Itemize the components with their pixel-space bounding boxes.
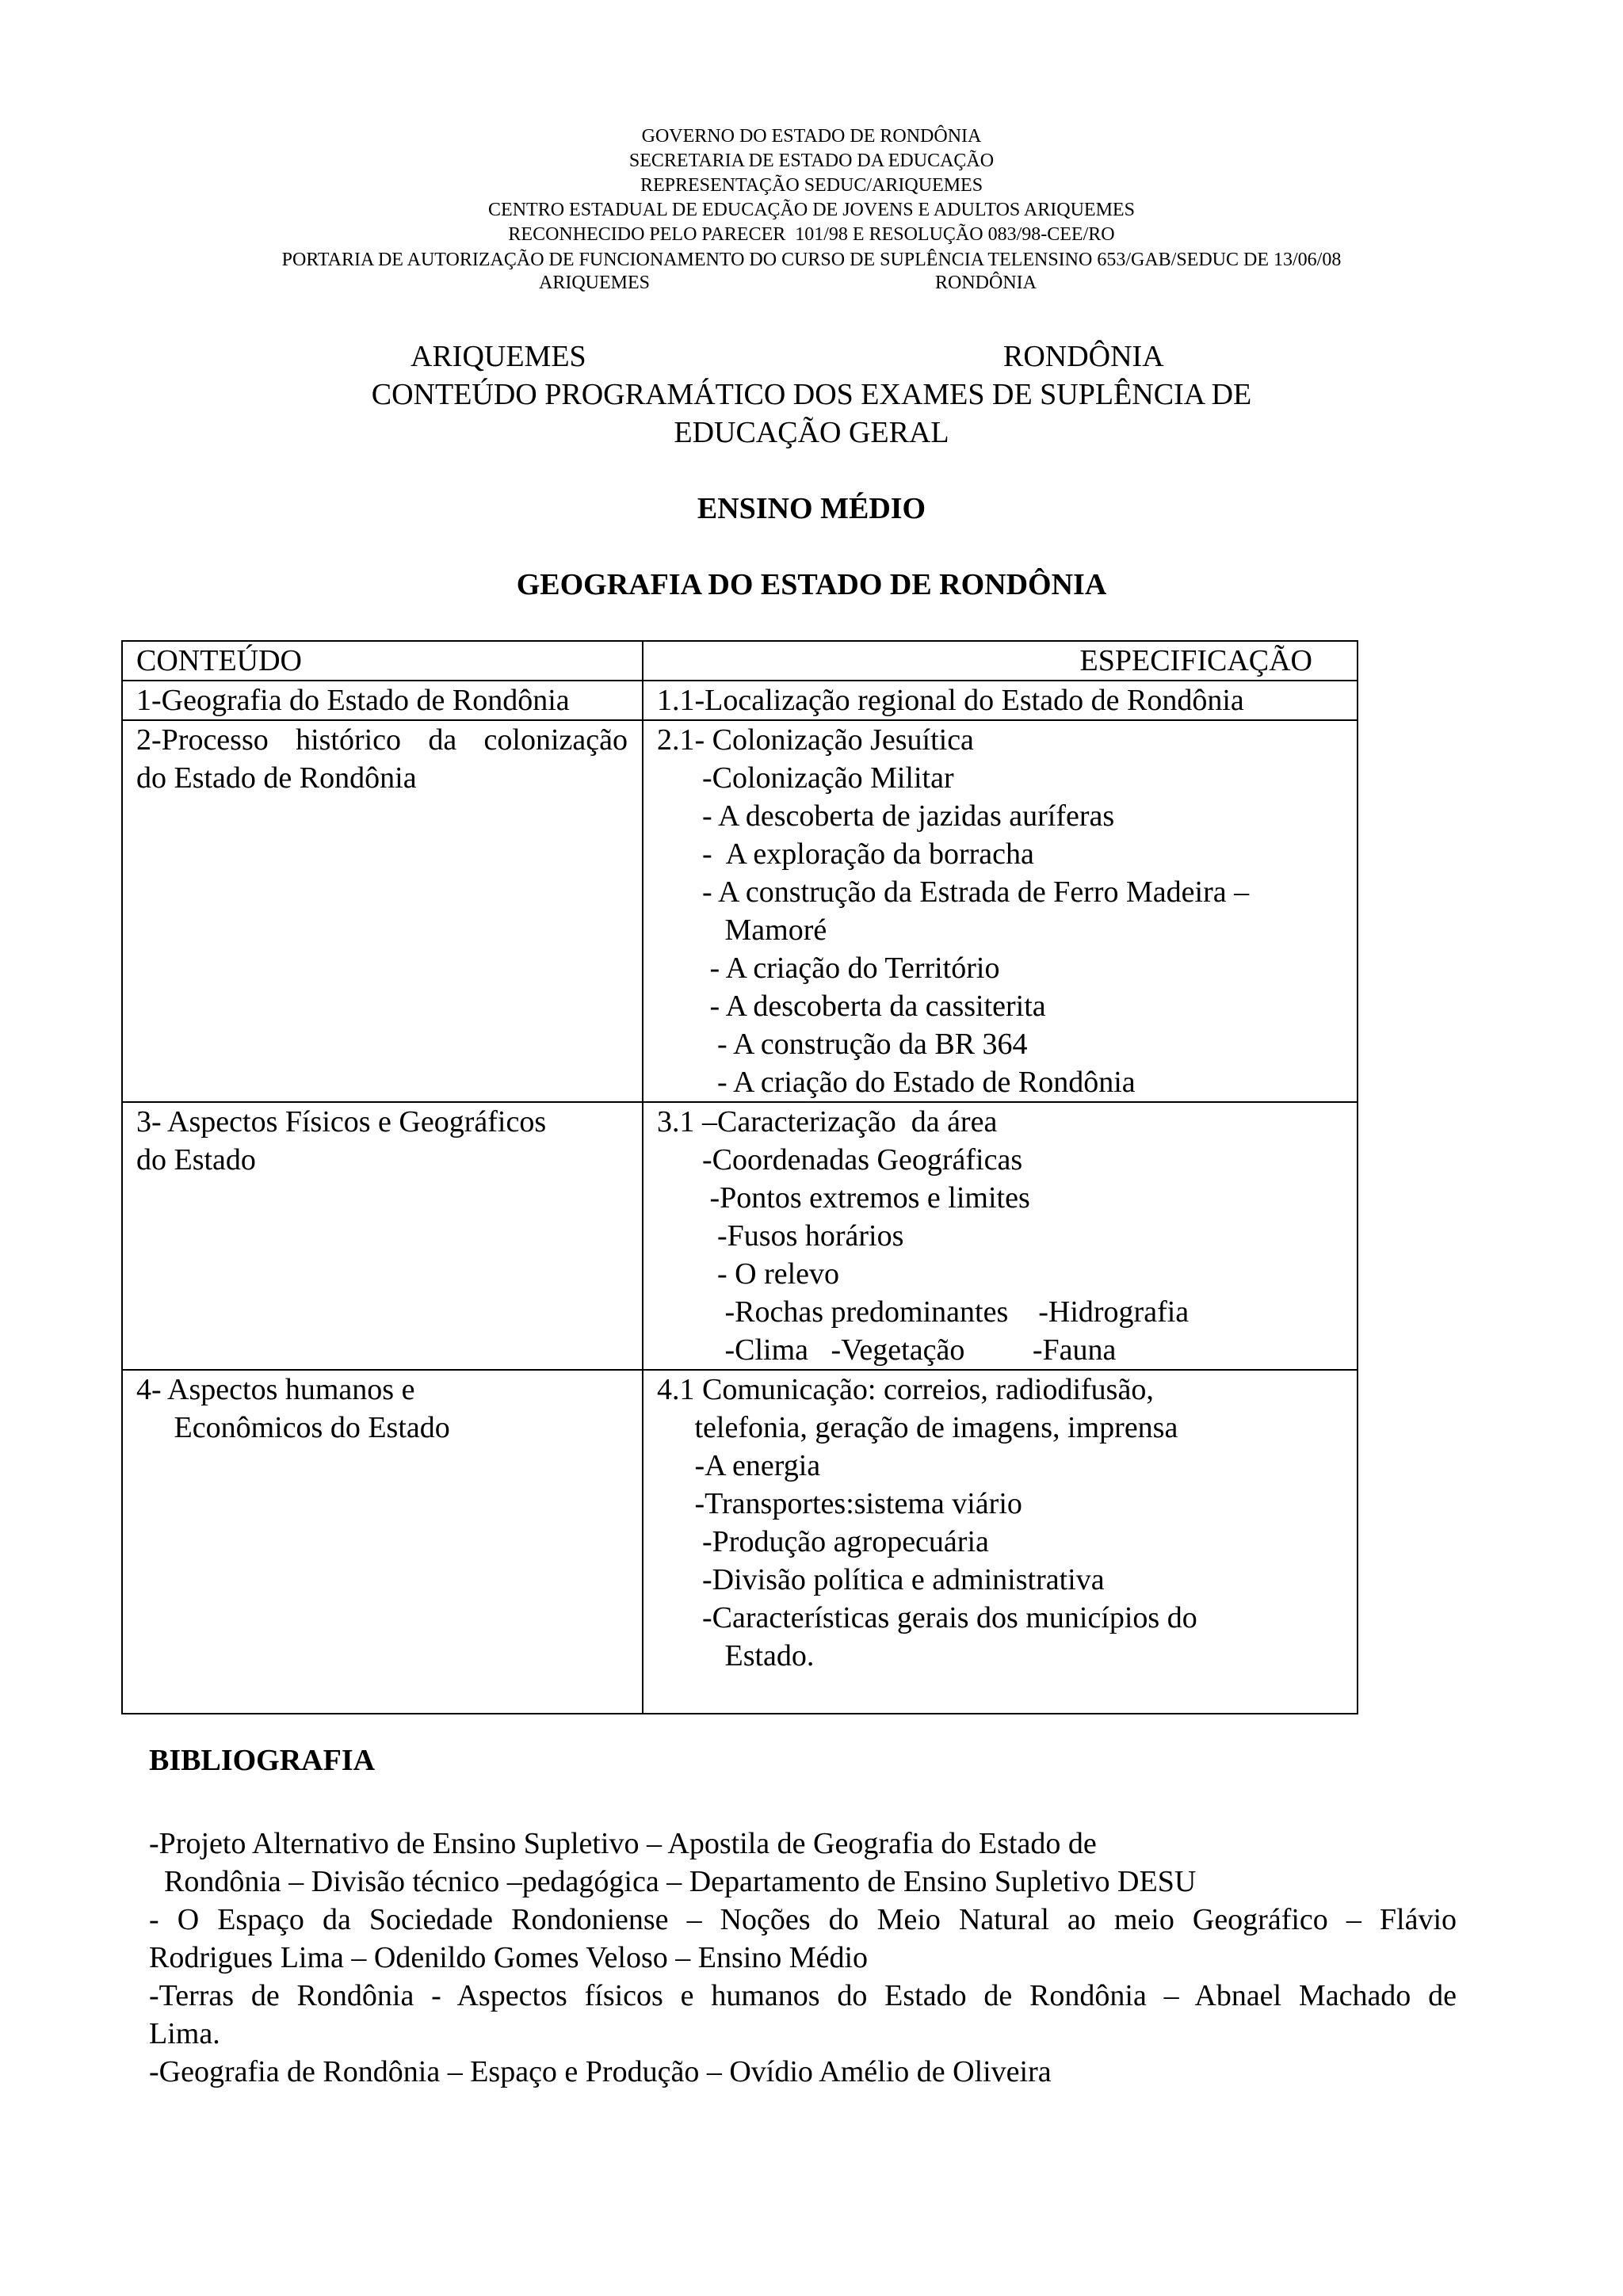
level-heading: ENSINO MÉDIO xyxy=(697,492,926,525)
table-row xyxy=(122,720,1358,1102)
title-city: ARIQUEMES xyxy=(411,340,586,373)
bibliography-line: - O Espaço da Sociedade Rondoniense – Noções do Meio Natural ao meio Geográfico – Flávio xyxy=(149,1903,1457,1936)
bibliography-title: BIBLIOGRAFIA xyxy=(149,1744,376,1777)
header-state: RONDÔNIA xyxy=(935,273,1037,293)
col-header-content: CONTEÚDO xyxy=(122,641,643,681)
table-row xyxy=(122,681,1358,720)
spec-cell: 1.1-Localização regional do Estado de Rondônia xyxy=(643,681,1358,720)
table-row xyxy=(122,1102,1358,1370)
title-state: RONDÔNIA xyxy=(1003,340,1164,373)
header-line-1: GOVERNO DO ESTADO DE RONDÔNIA xyxy=(641,126,982,147)
content-cell: 4- Aspectos humanos e Econômicos do Estado xyxy=(122,1370,643,1714)
header-line-2: SECRETARIA DE ESTADO DA EDUCAÇÃO xyxy=(628,151,995,171)
bibliography-line: Lima. xyxy=(149,2017,220,2050)
header-line-4: CENTRO ESTADUAL DE EDUCAÇÃO DE JOVENS E ADULTOS ARIQUEMES xyxy=(488,200,1135,220)
content-table xyxy=(121,640,1358,1714)
subject-heading: GEOGRAFIA DO ESTADO DE RONDÔNIA xyxy=(516,568,1107,601)
title-line-2: EDUCAÇÃO GERAL xyxy=(674,416,949,449)
bibliography-line: -Geografia de Rondônia – Espaço e Produção – Ovídio Amélio de Oliveira xyxy=(149,2055,1052,2088)
bibliography-line: Rodrigues Lima – Odenildo Gomes Veloso – Ensino Médio xyxy=(149,1941,869,1974)
header-line-3: REPRESENTAÇÃO SEDUC/ARIQUEMES xyxy=(640,175,983,196)
content-cell: 3- Aspectos Físicos e Geográficos do Estado xyxy=(122,1102,643,1370)
title-line-1: CONTEÚDO PROGRAMÁTICO DOS EXAMES DE SUPLÊNCIA DE xyxy=(371,378,1252,411)
spec-cell: 3.1 –Caracterização da área -Coordenadas Geográficas -Pontos extremos e limites -Fusos horários - O relevo -Rochas predominantes -Hidrografia -Clima -Vegetação -Fauna xyxy=(643,1102,1358,1370)
bibliography-line: Rondônia – Divisão técnico –pedagógica – Departamento de Ensino Supletivo DESU xyxy=(149,1865,1197,1898)
bibliography-list xyxy=(149,1825,1457,2091)
table-header-row xyxy=(122,641,1358,681)
table-row xyxy=(122,1370,1358,1714)
content-cell: 1-Geografia do Estado de Rondônia xyxy=(122,681,643,720)
col-header-spec: ESPECIFICAÇÃO xyxy=(643,641,1358,681)
spec-cell: 4.1 Comunicação: correios, radiodifusão, telefonia, geração de imagens, imprensa -A energia -Transportes:sistema viário -Produção agropecuária -Divisão política e administrativa -Características gerais dos municípios do Estado. xyxy=(643,1370,1358,1714)
header-city: ARIQUEMES xyxy=(539,273,651,293)
bibliography-line: -Projeto Alternativo de Ensino Supletivo – Apostila de Geografia do Estado de xyxy=(149,1827,1097,1860)
header-line-5: RECONHECIDO PELO PARECER 101/98 E RESOLUÇÃO 083/98-CEE/RO xyxy=(508,224,1115,245)
bibliography-line: -Terras de Rondônia - Aspectos físicos e humanos do Estado de Rondônia – Abnael Machado de xyxy=(149,1979,1457,2012)
header-line-6: PORTARIA DE AUTORIZAÇÃO DE FUNCIONAMENTO DO CURSO DE SUPLÊNCIA TELENSINO 653/GAB/SEDUC DE 13/06/08 xyxy=(281,250,1342,270)
spec-cell: 2.1- Colonização Jesuítica -Colonização Militar - A descoberta de jazidas auríferas - A exploração da borracha - A construção da Estrada de Ferro Madeira – Mamoré - A criação do Território - A descoberta da cassiterita - A construção da BR 364 - A criação do Estado de Rondônia xyxy=(643,720,1358,1102)
content-cell: 2-Processo histórico da colonização do Estado de Rondônia xyxy=(122,720,643,1102)
